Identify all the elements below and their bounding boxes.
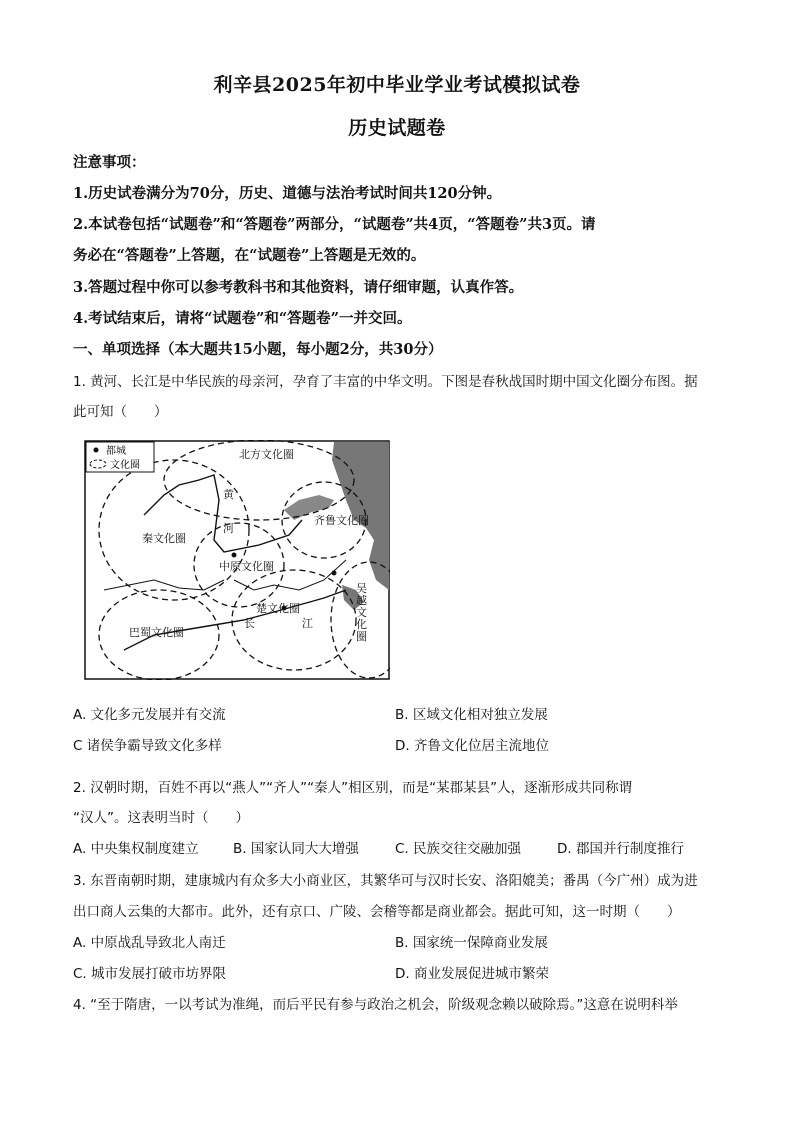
exam-subtitle: 历史试题卷 [348,117,446,139]
label-chu: 楚文化圈 [256,602,300,615]
note-item: 务必在“答题卷”上答题，在“试题卷”上答题是无效的。 [73,247,426,264]
label-he: 河 [223,522,234,535]
q2-option-a[interactable]: A. 中央集权制度建立 [73,841,199,857]
q1-option-c[interactable]: C 诸侯争霸导致文化多样 [73,738,222,754]
q3-stem-cont: 出口商人云集的大都市。此外，还有京口、广陵、会稽等都是商业都会。据此可知，这一时期（ ） [73,904,681,920]
label-zhongyuan: 中原文化圈 [219,560,274,573]
label-bashu: 巴蜀文化圈 [129,626,184,639]
q3-option-b[interactable]: B. 国家统一保障商业发展 [395,935,548,951]
q3-option-a[interactable]: A. 中原战乱导致北人南迁 [73,935,226,951]
q1-option-d[interactable]: D. 齐鲁文化位居主流地位 [395,738,549,754]
q1-option-b[interactable]: B. 区域文化相对独立发展 [395,707,548,723]
note-item: 3.答题过程中你可以参考教科书和其他资料，请仔细审题，认真作答。 [73,279,524,296]
label-huang: 黄 [223,488,234,501]
note-item: 2.本试卷包括“试题卷”和“答题卷”两部分，“试题卷”共4页，“答题卷”共3页。请 [73,216,596,233]
q2-option-b[interactable]: B. 国家认同大大增强 [233,841,359,857]
capital-dot [332,571,337,576]
q3-option-d[interactable]: D. 商业发展促进城市繁荣 [395,966,549,982]
q3-option-c[interactable]: C. 城市发展打破市坊界限 [73,966,227,982]
q2-stem-cont: “汉人”。这表明当时（ ） [73,810,249,826]
q2-stem: 2. 汉朝时期，百姓不再以“燕人”“齐人”“秦人”相区别，而是“某郡某县”人，逐渐形成共同称谓 [73,780,633,796]
legend-circle: 文化圈 [110,460,140,471]
q1-stem-cont: 此可知（ ） [73,404,168,420]
q3-stem: 3. 东晋南朝时期，建康城内有众多大小商业区，其繁华可与汉时长安、洛阳媲美；番禺（今广州）成为进 [73,873,698,889]
q2-option-c[interactable]: C. 民族交往交融加强 [395,841,522,857]
culture-map [84,440,390,680]
legend-capital-dot [94,448,99,453]
legend-capital: 都城 [106,446,126,457]
q2-option-d[interactable]: D. 郡国并行制度推行 [557,841,684,857]
label-wuyue: 吴越文化圈 [356,582,367,643]
label-chang: 长 [244,617,255,630]
exam-title: 利辛县2025年初中毕业学业考试模拟试卷 [213,74,581,96]
notes-heading: 注意事项： [73,154,146,171]
q4-stem: 4. “至于隋唐，一以考试为准绳，而后平民有参与政治之机会，阶级观念赖以破除焉。”这意在说明科举 [73,997,678,1013]
label-qin: 秦文化圈 [142,532,186,545]
q1-option-a[interactable]: A. 文化多元发展并有交流 [73,707,226,723]
note-item: 4.考试结束后，请将“试题卷”和“答题卷”一并交回。 [73,310,412,327]
q1-stem: 1. 黄河、长江是中华民族的母亲河，孕育了丰富的中华文明。下图是春秋战国时期中国文化圈分布图。据 [73,374,698,390]
capital-dot [232,553,237,558]
note-item: 1.历史试卷满分为70分，历史、道德与法治考试时间共120分钟。 [73,185,502,202]
label-qilu: 齐鲁文化圈 [314,514,369,527]
label-north: 北方文化圈 [239,448,294,461]
label-jiang: 江 [302,617,313,630]
section-heading: 一、单项选择（本大题共15小题，每小题2分，共30分） [73,341,443,358]
